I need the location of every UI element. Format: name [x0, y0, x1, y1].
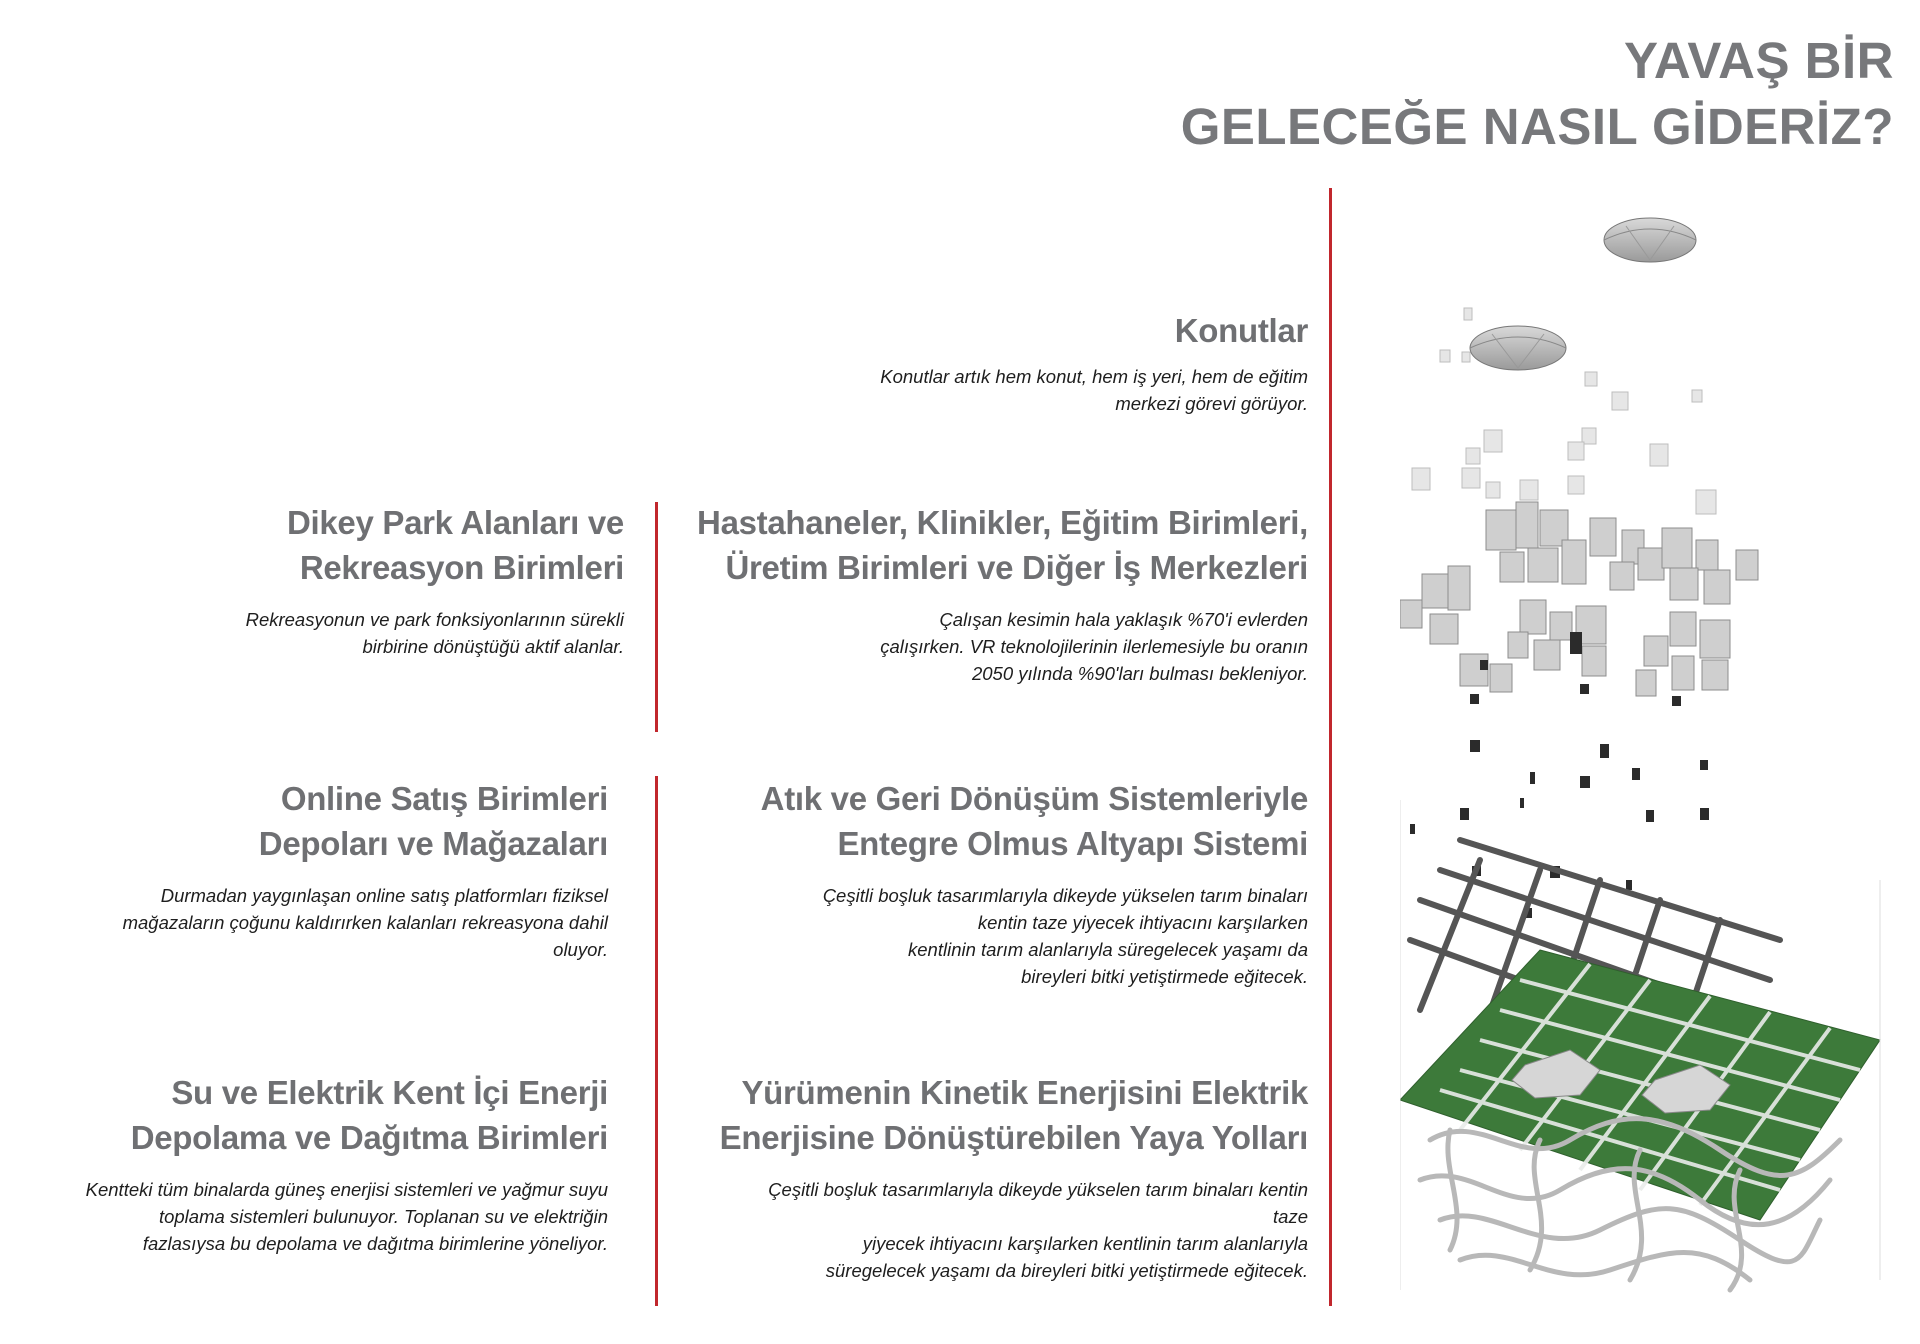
- section-description-line: Çeşitli boşluk tasarımlarıyla dikeyde yükselen tarım binaları kentin: [768, 1179, 1308, 1200]
- dome-icon: [1470, 326, 1566, 370]
- section-description-line: Çeşitli boşluk tasarımlarıyla dikeyde yükselen tarım binaları: [822, 885, 1308, 906]
- section-description-line: toplama sistemleri bulunuyor. Toplanan su ve elektriğin: [158, 1206, 608, 1227]
- right-divider-line: [1329, 188, 1332, 1306]
- section-description: [123, 882, 608, 963]
- section-title-line: Konutlar: [1174, 312, 1308, 349]
- section-online-satis: [123, 776, 608, 963]
- section-description: [880, 363, 1308, 417]
- section-title-line: Depolama ve Dağıtma Birimleri: [130, 1119, 608, 1156]
- section-description-line: fazlasıysa bu depolama ve dağıtma birimlerine yöneliyor.: [142, 1233, 608, 1254]
- section-description-line: birbirine dönüştüğü aktif alanlar.: [362, 636, 624, 657]
- floating-units: [1412, 308, 1716, 514]
- section-description-line: Konutlar artık hem konut, hem iş yeri, hem de eğitim: [880, 366, 1308, 387]
- section-description-line: kentin taze yiyecek ihtiyacını karşılarken: [977, 912, 1308, 933]
- section-title: [123, 776, 608, 866]
- section-description: [86, 1176, 608, 1257]
- section-description-line: bireyleri bitki yetiştirmede eğitecek.: [1021, 966, 1308, 987]
- section-title: [880, 308, 1308, 353]
- section-title: [697, 500, 1308, 590]
- section-title-line: Su ve Elektrik Kent İçi Enerji: [171, 1074, 608, 1111]
- page-title: [1181, 28, 1894, 160]
- section-yaya-yollari: [720, 1070, 1308, 1284]
- section-title-line: Enerjisine Dönüştürebilen Yaya Yolları: [719, 1119, 1308, 1156]
- section-title-line: Hastahaneler, Klinikler, Eğitim Birimleri,: [697, 504, 1308, 541]
- section-title-line: Yürümenin Kinetik Enerjisini Elektrik: [741, 1074, 1308, 1111]
- section-description-line: çalışırken. VR teknolojilerinin ilerlemesiyle bu oranın: [880, 636, 1308, 657]
- section-description-line: süregelecek yaşamı da bireyleri bitki yetiştirmede eğitecek.: [825, 1260, 1308, 1281]
- section-title-line: Depoları ve Mağazaları: [258, 825, 608, 862]
- section-description-line: yiyecek ihtiyacını karşılarken kentlinin tarım alanlarıyla: [862, 1233, 1308, 1254]
- section-description: [246, 606, 624, 660]
- section-hastaneler: [697, 500, 1308, 687]
- left-divider-bottom: [655, 776, 658, 1306]
- page-title-line-1: YAVAŞ BİR: [1624, 32, 1894, 89]
- section-description-line: Rekreasyonun ve park fonksiyonlarının sürekli: [245, 609, 624, 630]
- section-description-line: taze: [1273, 1206, 1308, 1227]
- page-title-line-2: GELECEĞE NASIL GİDERİZ?: [1180, 98, 1894, 155]
- section-description: [761, 882, 1308, 990]
- section-description: [697, 606, 1308, 687]
- section-title-line: Online Satış Birimleri: [280, 780, 608, 817]
- section-description-line: 2050 yılında %90'ları bulması bekleniyor.: [971, 663, 1308, 684]
- section-atik-geri-donusum: [761, 776, 1308, 990]
- section-description-line: Durmadan yaygınlaşan online satış platformları fiziksel: [160, 885, 608, 906]
- building-cluster: [1400, 502, 1758, 696]
- section-description-line: mağazaların çoğunu kaldırırken kalanları rekreasyona dahil: [122, 912, 608, 933]
- section-title: [86, 1070, 608, 1160]
- section-title-line: Rekreasyon Birimleri: [299, 549, 624, 586]
- section-title-line: Atık ve Geri Dönüşüm Sistemleriyle: [760, 780, 1308, 817]
- section-title-line: Dikey Park Alanları ve: [286, 504, 624, 541]
- section-description-line: Çalışan kesimin hala yaklaşık %70'i evlerden: [939, 609, 1308, 630]
- section-description-line: oluyor.: [553, 939, 608, 960]
- section-title: [246, 500, 624, 590]
- section-konutlar: [880, 308, 1308, 417]
- section-description-line: kentlinin tarım alanlarıyla süregelecek yaşamı da: [908, 939, 1308, 960]
- section-title: [761, 776, 1308, 866]
- section-su-elektrik: [86, 1070, 608, 1257]
- section-description: [720, 1176, 1308, 1284]
- section-description-line: merkezi görevi görüyor.: [1115, 393, 1308, 414]
- section-dikey-park: [246, 500, 624, 660]
- section-title-line: Entegre Olmus Altyapı Sistemi: [837, 825, 1308, 862]
- exploded-city-layers-illustration: [1400, 180, 1900, 1330]
- section-title-line: Üretim Birimleri ve Diğer İş Merkezleri: [725, 549, 1308, 586]
- section-title: [720, 1070, 1308, 1160]
- dome-icon: [1604, 218, 1696, 262]
- left-divider-top: [655, 502, 658, 732]
- section-description-line: Kentteki tüm binalarda güneş enerjisi sistemleri ve yağmur suyu: [85, 1179, 608, 1200]
